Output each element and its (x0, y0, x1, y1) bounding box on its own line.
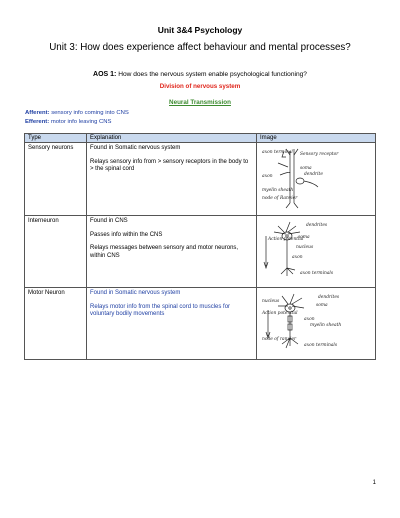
afferent-text: sensory info coming into CNS (51, 110, 129, 116)
unit-title: Unit 3&4 Psychology (157, 25, 243, 35)
image-label: Sensory receptor (300, 152, 339, 157)
type-cell: Interneuron (25, 216, 87, 288)
image-label: nucleus (262, 299, 280, 304)
explanation-line: Relays sensory info from > sensory receptors in the body to > the spinal cord (90, 158, 249, 172)
image-label: axon terminal (262, 150, 293, 155)
image-cell (257, 288, 376, 360)
header-type: Type (25, 134, 87, 143)
image-label: nucleus (296, 245, 314, 250)
table-row (25, 288, 376, 360)
explanation-cell (87, 288, 257, 360)
image-label: axon (262, 174, 273, 179)
image-label: myelin sheath (262, 188, 294, 193)
image-label: Action potential (268, 237, 304, 242)
aos-label: AOS 1: (93, 71, 117, 78)
image-label: axon terminals (304, 343, 338, 348)
interneuron-drawing (260, 218, 368, 280)
image-label: dendrites (306, 223, 328, 228)
explanation-line: Passes info within the CNS (90, 231, 163, 238)
image-cell (257, 143, 376, 216)
type-cell: Sensory neurons (25, 143, 87, 216)
image-label: Action potential (262, 311, 298, 316)
aos-line (0, 71, 400, 78)
image-label: axon (292, 255, 303, 260)
image-label: axon (304, 317, 315, 322)
explanation-line: Relays motor info from the spinal cord to muscles for voluntary bodily movements (90, 303, 231, 317)
afferent-definition (25, 110, 129, 116)
image-label: soma (316, 303, 328, 308)
image-label: myelin sheath (310, 323, 342, 328)
page-number: 1 (372, 480, 376, 486)
table-row (25, 216, 376, 288)
sensory-neuron-drawing (260, 145, 368, 209)
image-label: axon terminals (300, 271, 334, 276)
header-explanation: Explanation (87, 134, 257, 143)
explanation-cell (87, 143, 257, 216)
image-cell (257, 216, 376, 288)
neuron-types-table (24, 133, 376, 360)
image-label: dendrites (318, 295, 340, 300)
motor-neuron-drawing (260, 290, 368, 352)
image-label: dendrite (304, 172, 323, 177)
explanation-cell (87, 216, 257, 288)
type-cell: Motor Neuron (25, 288, 87, 360)
explanation-line: Found in Somatic nervous system (90, 290, 181, 296)
explanation-line: Found in CNS (90, 218, 128, 224)
division-heading: Division of nervous system (159, 83, 241, 90)
image-label: node of Ranvier (262, 196, 298, 201)
efferent-definition (25, 119, 111, 125)
efferent-text: motor info leaving CNS (50, 119, 112, 125)
explanation-line: Found in Somatic nervous system (90, 145, 181, 151)
image-label: soma (300, 166, 312, 171)
aos-question: How does the nervous system enable psychological functioning? (118, 71, 307, 78)
table-header-row (25, 134, 376, 143)
image-label: soma (298, 235, 310, 240)
efferent-term: Efferent: (25, 119, 50, 125)
image-label: node of ranvier (262, 337, 297, 342)
unit-question: Unit 3: How does experience affect behaviour and mental processes? (49, 42, 351, 53)
afferent-term: Afferent: (25, 110, 50, 116)
explanation-line: Relays messages between sensory and motor neurons, within CNS (90, 245, 239, 259)
header-image: Image (257, 134, 376, 143)
table-row (25, 143, 376, 216)
neural-transmission-heading: Neural Transmission (169, 99, 231, 106)
